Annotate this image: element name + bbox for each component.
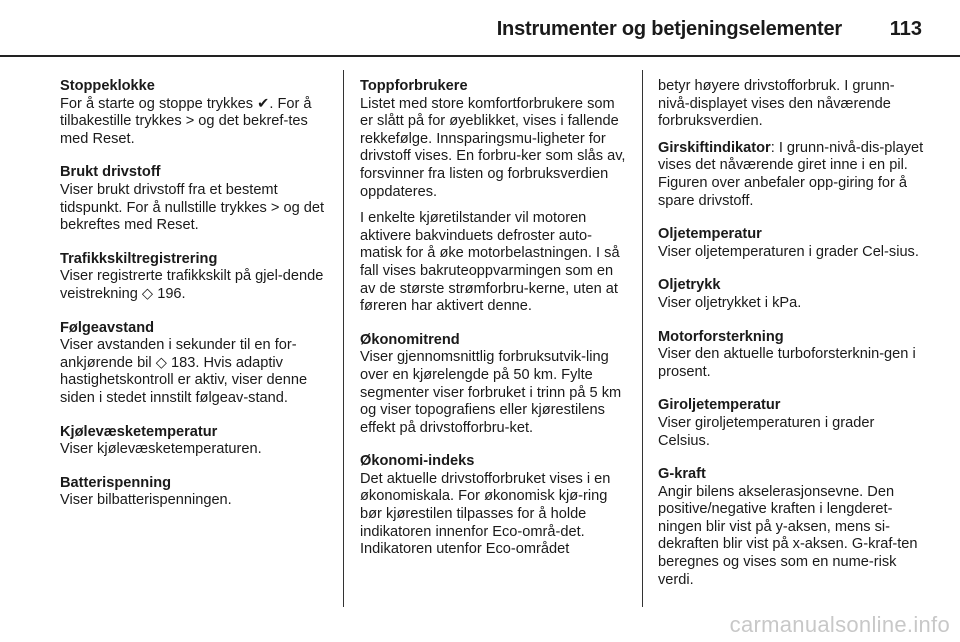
section-text: Angir bilens akselerasjonsevne. Den positive/negative kraften i lengderet-ningen blir vist på y-aksen, mens si-dekraften blir vist på x-aksen. G-kraf-ten beregnes og vises som en nume-risk verdi.	[658, 483, 918, 588]
column-2	[360, 78, 628, 575]
column-divider-2	[642, 70, 643, 607]
section-heading: Følgeavstand	[60, 319, 155, 336]
section-giroljetemperatur	[658, 397, 924, 450]
section-oljetrykk	[658, 277, 924, 312]
section-text: Viser bilbatterispenningen.	[60, 492, 232, 509]
section-heading: Batterispenning	[60, 474, 172, 491]
page-number: 113	[889, 18, 922, 40]
section-heading: Giroljetemperatur	[658, 397, 781, 414]
section-text: Viser registrerte trafikkskilt på gjel-dende veistrekning ◇ 196.	[60, 268, 324, 302]
continued-text: betyr høyere drivstofforbruk. I grunn-nivå-displayet vises den nåværende forbruksverdien.	[658, 78, 895, 130]
section-batterispenning	[60, 475, 332, 510]
section-girskiftindikator	[658, 140, 924, 210]
section-okonomi-indeks	[360, 453, 628, 559]
section-heading: Økonomitrend	[360, 331, 460, 348]
section-text: Viser gjennomsnittlig forbruksutvik-ling over en kjørelengde på 50 km. Fylte segmenter viser forbruket i trinn på 5 km og viser topografiens eller kjørestilens effekt på drivstofforbru-ket.	[360, 349, 622, 436]
section-heading: Kjølevæsketemperatur	[60, 423, 218, 440]
section-toppforbrukere	[360, 78, 628, 316]
page-title: Instrumenter og betjeningselementer	[496, 18, 842, 40]
section-heading: Økonomi-indeks	[360, 453, 475, 470]
watermark: carmanualsonline.info	[729, 612, 950, 637]
header-rule	[0, 55, 960, 57]
section-text: Viser den aktuelle turboforsterknin-gen i prosent.	[658, 346, 916, 380]
section-text: Viser brukt drivstoff fra et bestemt tidspunkt. For å nullstille trykkes > og det bekreftes med Reset.	[60, 181, 325, 234]
section-trafikkskiltregistrering	[60, 251, 332, 304]
section-oljetemperatur	[658, 226, 924, 261]
section-heading: Oljetemperatur	[658, 226, 762, 243]
section-motorforsterkning	[658, 329, 924, 382]
column-3	[658, 78, 924, 589]
inline-heading: Girskiftindikator	[658, 139, 771, 156]
section-heading: Brukt drivstoff	[60, 164, 161, 181]
section-heading: Trafikkskiltregistrering	[60, 250, 218, 267]
section-okonomitrend	[360, 332, 628, 438]
column-1	[60, 78, 332, 526]
section-text: I enkelte kjøretilstander vil motoren aktivere bakvinduets defroster auto-matisk for å øke motorbelastningen. I så fall vises bakruteoppvarmingen som en av de største strømforbru-kerne, uten at føreren har aktivert denne.	[360, 210, 620, 315]
section-brukt-drivstoff	[60, 164, 332, 234]
section-text: Viser kjølevæsketemperaturen.	[60, 441, 262, 458]
section-text: Viser oljetemperaturen i grader Cel-sius.	[658, 243, 919, 260]
section-heading: G-kraft	[658, 466, 706, 483]
section-heading: Motorforsterkning	[658, 328, 784, 345]
section-heading: Stoppeklokke	[60, 78, 155, 94]
section-text: Viser giroljetemperaturen i grader Celsius.	[658, 414, 875, 449]
section-stoppeklokke	[60, 78, 332, 148]
page-header	[0, 0, 960, 56]
section-g-kraft	[658, 466, 924, 589]
section-heading: Toppforbrukere	[360, 78, 468, 94]
section-text: Viser oljetrykket i kPa.	[658, 294, 802, 311]
section-kjolevasketemperatur	[60, 424, 332, 459]
section-heading: Oljetrykk	[658, 277, 721, 294]
section-text: Listet med store komfortforbrukere som er slått på for øyeblikket, vises i fallende rekkefølge. Innsparingsmu-ligheter for drivstoff vises. En forbru-ker som slås av, forsvinner fra listen og forbruksverdien oppdateres.	[360, 95, 626, 200]
column-divider-1	[343, 70, 344, 607]
section-text: : I grunn-nivå-dis-playet vises det nåværende giret inne i en pil. Figuren over anbefaler opp-giring for å spare drivstoff.	[658, 139, 924, 209]
section-text: Viser avstanden i sekunder til en for-ankjørende bil ◇ 183. Hvis adaptiv hastighetskontroll er aktiv, viser denne siden i stedet innstilt følgeav-stand.	[60, 337, 308, 406]
section-text: For å starte og stoppe trykkes ✔. For å tilbakestille trykkes > og det bekref-tes med Reset.	[60, 95, 312, 147]
section-folgeavstand	[60, 320, 332, 408]
section-text: Det aktuelle drivstofforbruket vises i en økonomiskala. For økonomisk kjø-ring bør kjørestilen tilpasses for å holde indikatoren innenfor Eco-områ-det. Indikatoren utenfor Eco-området	[360, 470, 611, 558]
